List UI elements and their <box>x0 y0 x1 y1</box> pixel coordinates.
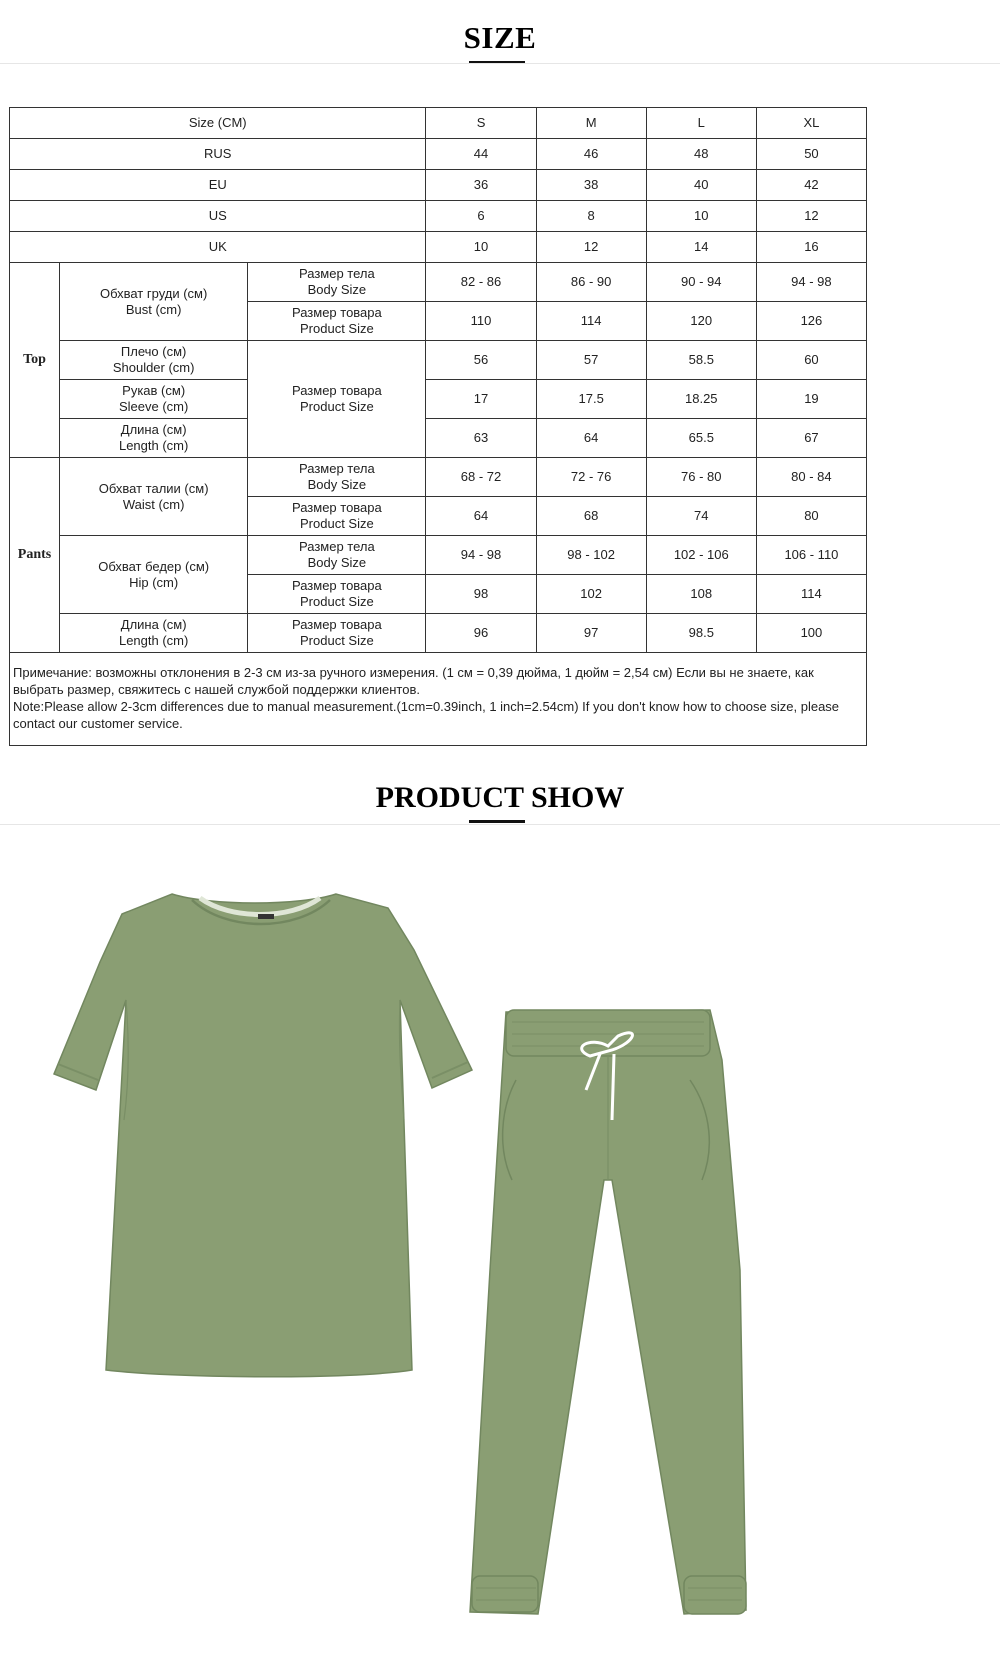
length-measure-label <box>60 419 248 458</box>
value-cell: 10 <box>426 232 536 263</box>
size-header-s: S <box>426 108 536 139</box>
measure-label-ru: Рукав (см) <box>122 383 186 398</box>
value-cell: 56 <box>426 341 536 380</box>
size-cm-header: Size (CM) <box>10 108 426 139</box>
measure-label-en: Hip (cm) <box>129 574 179 590</box>
table-row <box>10 419 867 458</box>
conversion-label: EU <box>10 170 426 201</box>
measure-label-en: Bust (cm) <box>125 301 182 317</box>
note-ru: Примечание: возможны отклонения в 2-3 см из-за ручного измерения. (1 см = 0,39 дюйма, 1 дюйм = 2,54 см) Если вы не знаете, как выбрать размер, свяжитесь с нашей службой поддержки клиентов. <box>13 665 814 697</box>
value-cell: 120 <box>646 302 756 341</box>
value-cell: 96 <box>426 614 536 653</box>
size-header-l: L <box>646 108 756 139</box>
value-cell: 94 - 98 <box>426 536 536 575</box>
value-cell: 65.5 <box>646 419 756 458</box>
size-type-label <box>248 614 426 653</box>
value-cell: 63 <box>426 419 536 458</box>
table-row <box>10 170 867 201</box>
value-cell: 68 <box>536 497 646 536</box>
measure-label-en: Length (cm) <box>118 438 189 453</box>
value-cell: 80 - 84 <box>756 458 866 497</box>
value-cell: 102 - 106 <box>646 536 756 575</box>
value-cell: 98 <box>426 575 536 614</box>
measure-label-en: Waist (cm) <box>122 496 185 512</box>
size-type-label <box>248 536 426 575</box>
size-type-ru: Размер товара <box>291 617 382 632</box>
value-cell: 86 - 90 <box>536 263 646 302</box>
value-cell: 38 <box>536 170 646 201</box>
value-cell: 98 - 102 <box>536 536 646 575</box>
measure-label-ru: Обхват бедер (см) <box>98 558 210 574</box>
table-row <box>10 458 867 497</box>
value-cell: 17 <box>426 380 536 419</box>
size-type-label <box>248 575 426 614</box>
value-cell: 108 <box>646 575 756 614</box>
value-cell: 74 <box>646 497 756 536</box>
note-en: Note:Please allow 2-3cm differences due to manual measurement.(1cm=0.39inch, 1 inch=2.54cm) If you don't know how to choose size, please contact our customer service. <box>13 699 840 731</box>
size-chart-table <box>9 107 867 746</box>
jogger-pants-image <box>470 1010 746 1614</box>
measure-label-ru: Обхват груди (см) <box>99 285 208 301</box>
value-cell: 126 <box>756 302 866 341</box>
size-type-label <box>248 263 426 302</box>
value-cell: 97 <box>536 614 646 653</box>
size-type-ru: Размер товара <box>291 305 382 320</box>
table-row <box>10 263 867 302</box>
value-cell: 82 - 86 <box>426 263 536 302</box>
size-type-en: Product Size <box>300 633 374 648</box>
size-type-ru: Размер тела <box>299 539 375 554</box>
table-row <box>10 536 867 575</box>
hip-measure-label <box>60 536 248 614</box>
table-row <box>10 139 867 170</box>
size-header-m: M <box>536 108 646 139</box>
size-type-ru: Размер товара <box>291 578 382 593</box>
value-cell: 67 <box>756 419 866 458</box>
measure-label-ru: Плечо (см) <box>120 344 187 359</box>
value-cell: 36 <box>426 170 536 201</box>
size-type-ru: Размер товара <box>291 500 382 515</box>
value-cell: 68 - 72 <box>426 458 536 497</box>
value-cell: 16 <box>756 232 866 263</box>
table-row <box>10 380 867 419</box>
bust-measure-label <box>60 263 248 341</box>
size-type-label <box>248 458 426 497</box>
value-cell: 17.5 <box>536 380 646 419</box>
value-cell: 58.5 <box>646 341 756 380</box>
value-cell: 114 <box>536 302 646 341</box>
value-cell: 114 <box>756 575 866 614</box>
value-cell: 50 <box>756 139 866 170</box>
size-type-en: Product Size <box>300 516 374 531</box>
value-cell: 48 <box>646 139 756 170</box>
size-type-en: Body Size <box>307 477 367 492</box>
size-header-xl: XL <box>756 108 866 139</box>
shoulder-measure-label <box>60 341 248 380</box>
measurement-note <box>10 653 867 746</box>
value-cell: 76 - 80 <box>646 458 756 497</box>
size-type-en: Body Size <box>307 555 367 570</box>
table-row <box>10 201 867 232</box>
measure-label-en: Length (cm) <box>118 633 189 648</box>
conversion-label: US <box>10 201 426 232</box>
value-cell: 110 <box>426 302 536 341</box>
value-cell: 44 <box>426 139 536 170</box>
size-type-ru: Размер тела <box>299 266 375 281</box>
table-header-row <box>10 108 867 139</box>
value-cell: 14 <box>646 232 756 263</box>
value-cell: 106 - 110 <box>756 536 866 575</box>
conversion-label: UK <box>10 232 426 263</box>
value-cell: 80 <box>756 497 866 536</box>
value-cell: 42 <box>756 170 866 201</box>
product-title-rule <box>0 824 1000 825</box>
value-cell: 46 <box>536 139 646 170</box>
value-cell: 18.25 <box>646 380 756 419</box>
value-cell: 72 - 76 <box>536 458 646 497</box>
size-type-ru: Размер тела <box>299 461 375 476</box>
value-cell: 40 <box>646 170 756 201</box>
size-type-en: Body Size <box>307 282 367 297</box>
size-type-label <box>248 302 426 341</box>
product-show-images <box>0 850 1000 1662</box>
size-type-en: Product Size <box>300 594 374 609</box>
value-cell: 12 <box>536 232 646 263</box>
measure-label-ru: Длина (см) <box>120 422 187 437</box>
product-title-underline <box>469 820 525 823</box>
value-cell: 57 <box>536 341 646 380</box>
measure-label-en: Sleeve (cm) <box>118 399 189 414</box>
pants-group-label: Pants <box>10 458 60 653</box>
table-row <box>10 614 867 653</box>
product-show-title: PRODUCT SHOW <box>375 781 625 814</box>
size-type-label <box>248 497 426 536</box>
table-row <box>10 341 867 380</box>
sleeve-measure-label <box>60 380 248 419</box>
value-cell: 64 <box>536 419 646 458</box>
size-type-label <box>248 341 426 458</box>
value-cell: 94 - 98 <box>756 263 866 302</box>
measure-label-en: Shoulder (cm) <box>112 360 195 375</box>
size-type-en: Product Size <box>300 321 374 336</box>
value-cell: 6 <box>426 201 536 232</box>
top-group-label: Top <box>10 263 60 458</box>
conversion-label: RUS <box>10 139 426 170</box>
measure-label-ru: Обхват талии (см) <box>98 480 209 496</box>
value-cell: 90 - 94 <box>646 263 756 302</box>
value-cell: 64 <box>426 497 536 536</box>
value-cell: 19 <box>756 380 866 419</box>
value-cell: 12 <box>756 201 866 232</box>
value-cell: 102 <box>536 575 646 614</box>
waist-measure-label <box>60 458 248 536</box>
size-section-title: SIZE <box>463 20 537 55</box>
size-title-rule <box>0 63 1000 64</box>
value-cell: 98.5 <box>646 614 756 653</box>
value-cell: 100 <box>756 614 866 653</box>
value-cell: 60 <box>756 341 866 380</box>
note-row <box>10 653 867 746</box>
size-type-en: Product Size <box>300 399 374 414</box>
value-cell: 10 <box>646 201 756 232</box>
size-type-ru: Размер товара <box>291 383 382 398</box>
table-row <box>10 232 867 263</box>
measure-label-ru: Длина (см) <box>120 617 187 632</box>
tshirt-image <box>54 894 472 1377</box>
value-cell: 8 <box>536 201 646 232</box>
pants-length-measure-label <box>60 614 248 653</box>
